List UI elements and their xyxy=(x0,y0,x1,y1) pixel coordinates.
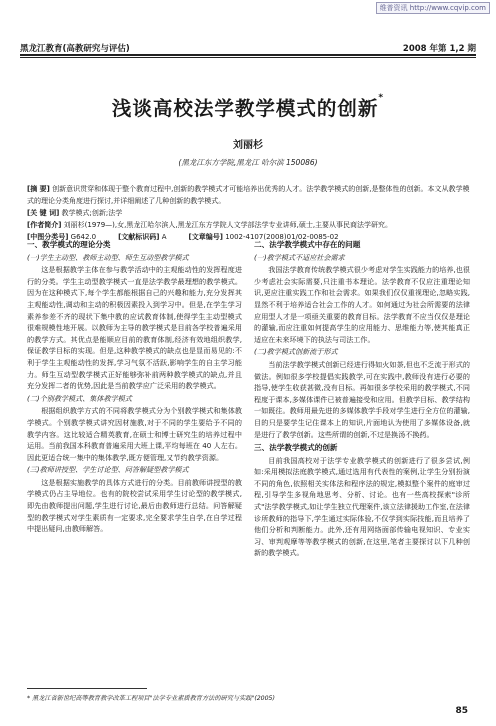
author-name: 刘丽杉 xyxy=(233,140,263,151)
header-rule-thin xyxy=(20,57,476,58)
paragraph: 这是根据教学主体在参与教学活动中的主观能动性的发挥程度进行的分类。学生主动型教学模式一直是法学教学最理想的教学模式。因为在这种模式下,每个学生都能根据自己的兴趣和能力,充分发挥其主观能动性,调动和主动的积极因素投入到学习中。但是,在学生学习素养参差不齐的现状下集中教的应试教育体制,使得学生主动型模式很难规模性地开展。以教师为主导的教学模式是目前各学校普遍采用的教学方式。其优点是能顺应目前的教育体制,经济有效地组织教学,保证教学目标的实现。但是,这种教学模式的缺点也是显而易见的:不利于学生主观能动性的发挥,学习气氛不活跃,影响学生的自主学习能力。师生互动型教学模式正好能够弥补前两种教学模式的缺点,并且充分发挥二者的优势,因此是当前教学应广泛采用的教学模式。 xyxy=(27,265,242,391)
keywords-text: 教学模式;创新;法学 xyxy=(61,209,123,217)
keywords xyxy=(27,207,472,219)
footnote: * 黑龙江省新世纪高等教育教学改革工程项目"法学专业素质教育方法的研究与实践"(2005) xyxy=(27,695,275,702)
abstract-label: [摘 要] xyxy=(27,185,50,193)
header-rule xyxy=(20,54,476,56)
author-info xyxy=(27,219,472,231)
article-number-label: [文章编号] xyxy=(188,233,223,241)
author-info-label: [作者简介] xyxy=(27,221,62,229)
abstract-text: 创新意识贯穿和体现于整个教育过程中,创新的教学模式才可能培养出优秀的人才。法学教学模式的创新,是整体性的创新。本文从教学模式的理论分类角度进行探讨,并详细阐述了几种创新的教学模式。 xyxy=(27,185,470,205)
clc-label: [中图分类号] xyxy=(27,233,69,241)
footnote-rule xyxy=(27,688,147,689)
paragraph: 根据组织教学方式的不同将教学模式分为个别教学模式和集体教学模式。个别教学模式讲究因材施教,对于不同的学生要给予不同的教学内容。这比较适合精英教育,在硕士和博士研究生的培养过程中运用。当前我国本科教育普遍采用大班上课,平均每班在 40 人左右。因此更适合统一集中的集体教学,既方便管理,又节约教学资源。 xyxy=(27,406,242,462)
clc-value: G642.0 xyxy=(70,233,97,241)
doc-code-label: [文献标识码] xyxy=(118,233,160,241)
left-column xyxy=(27,237,242,535)
keywords-label: [关 键 词] xyxy=(27,209,60,217)
article-title xyxy=(0,93,496,121)
subsection-heading: (二)个别教学模式、集体教学模式 xyxy=(27,393,132,403)
subsection-heading: (三)教师讲授型、学生讨论型、问答解疑型教学模式 xyxy=(27,465,189,475)
subsection-heading: (一)教学模式不适应社会需求 xyxy=(254,252,345,262)
journal-name: 黑龙江教育(高教研究与评估) xyxy=(20,44,130,54)
watermark: 维普资讯 http://www.cqvip.com xyxy=(376,2,490,14)
doc-code-value: A xyxy=(161,233,167,241)
article-metadata xyxy=(27,183,472,243)
abstract xyxy=(27,183,472,207)
paragraph: 当前法学教学模式创新已经进行得如火如荼,但也不乏流于形式的做法。例如很多学校提倡实践教学,可在实践中,教师没有进行必要的指导,使学生收获甚微,没有目标。再如很多学校采用的教学模式,不同程度于课本,多媒体课件已被普遍接受和应用。但教学目标、教学结构一如既往。教师用最先进的多媒体教学手段对学生进行全方位的灌输,目的只是要学生记住课本上的知识,片面地认为使用了多媒体设备,就是进行了教学创新。这些所谓的创新,不过是换汤不换药。 xyxy=(254,359,470,439)
subsection-heading: (二)教学模式创新流于形式 xyxy=(254,347,338,357)
subsection-heading: (一)学生主动型、教师主动型、师生互动型教学模式 xyxy=(27,252,189,262)
author-info-text: 刘丽杉(1979—),女,黑龙江哈尔滨人,黑龙江东方学院人文学部法学专业讲师,硕士,主要从事民商法学研究。 xyxy=(63,221,393,229)
article-number-value: 1002-4107(2008)01/02-0085-02 xyxy=(225,233,339,241)
issue-number: 2008 年第 1,2 期 xyxy=(402,44,476,54)
running-header xyxy=(20,42,476,54)
right-column xyxy=(254,237,470,559)
paragraph: 我国法学教育传统教学模式很少考虑对学生实践能力的培养,也很少考虑社会实际需要,只注重书本理论。法学教育不仅应注重理论知识,更应注重实践工作和社会需求。如果我们仅仅重视理论,忽略实践,显然不利于培养适合社会工作的人才。如何通过为社会所需要的法律应用型人才是一项亟关重要的教育目标。法学教育不应当仅仅是理论的灌输,而应注重如何提高学生的应用能力、思维能力等,使其能真正适应在未来环境下的执法与司法工作。 xyxy=(254,265,470,344)
section-heading: 三、法学教学模式的创新 xyxy=(254,443,338,453)
page-number: 85 xyxy=(455,706,468,716)
section-heading: 一、教学模式的理论分类 xyxy=(27,240,111,249)
author-affiliation: (黑龙江东方学院,黑龙江 哈尔滨 150086) xyxy=(178,158,318,167)
title-footnote-mark: * xyxy=(378,93,385,103)
section-heading: 二、法学教学模式中存在的问题 xyxy=(254,240,361,249)
paragraph: 目前我国高校对于法学专业教学模式的创新进行了很多尝试,例如:采用模拟法庭教学模式,通过选用有代表性的案例,让学生分别扮演不同的角色,依照相关实体法和程序法的规定,模拟整个案件的庭审过程,引导学生多视角地思考、分析、讨论。也有一些高校探索"诊所式"法学教学模式,如让学生独立代理案件,该立法律援助工作室,在法律诊所教师的指导下,学生通过实际体验,不仅学到实际技能,而且培养了他们分析和判断能力。此外,还有用网络面部传输电视知识、专业实习、审判观摩等等教学模式的创新,在这里,笔者主要探讨以下几种创新的教学模式。 xyxy=(254,455,470,558)
title-text: 浅谈高校法学教学模式的创新 xyxy=(111,97,379,120)
paragraph: 这是根据实施教学的具体方式进行的分类。目前教师讲授型的教学模式仍占主导地位。也有的院校尝试采用学生讨论型的教学模式,即先由教师提出问题,学生进行讨论,最后由教师进行总结。问答解疑型的教学模式对学生素质有一定要求,完全要求学生自学,在自学过程中提出疑问,由教师解答。 xyxy=(27,477,242,534)
